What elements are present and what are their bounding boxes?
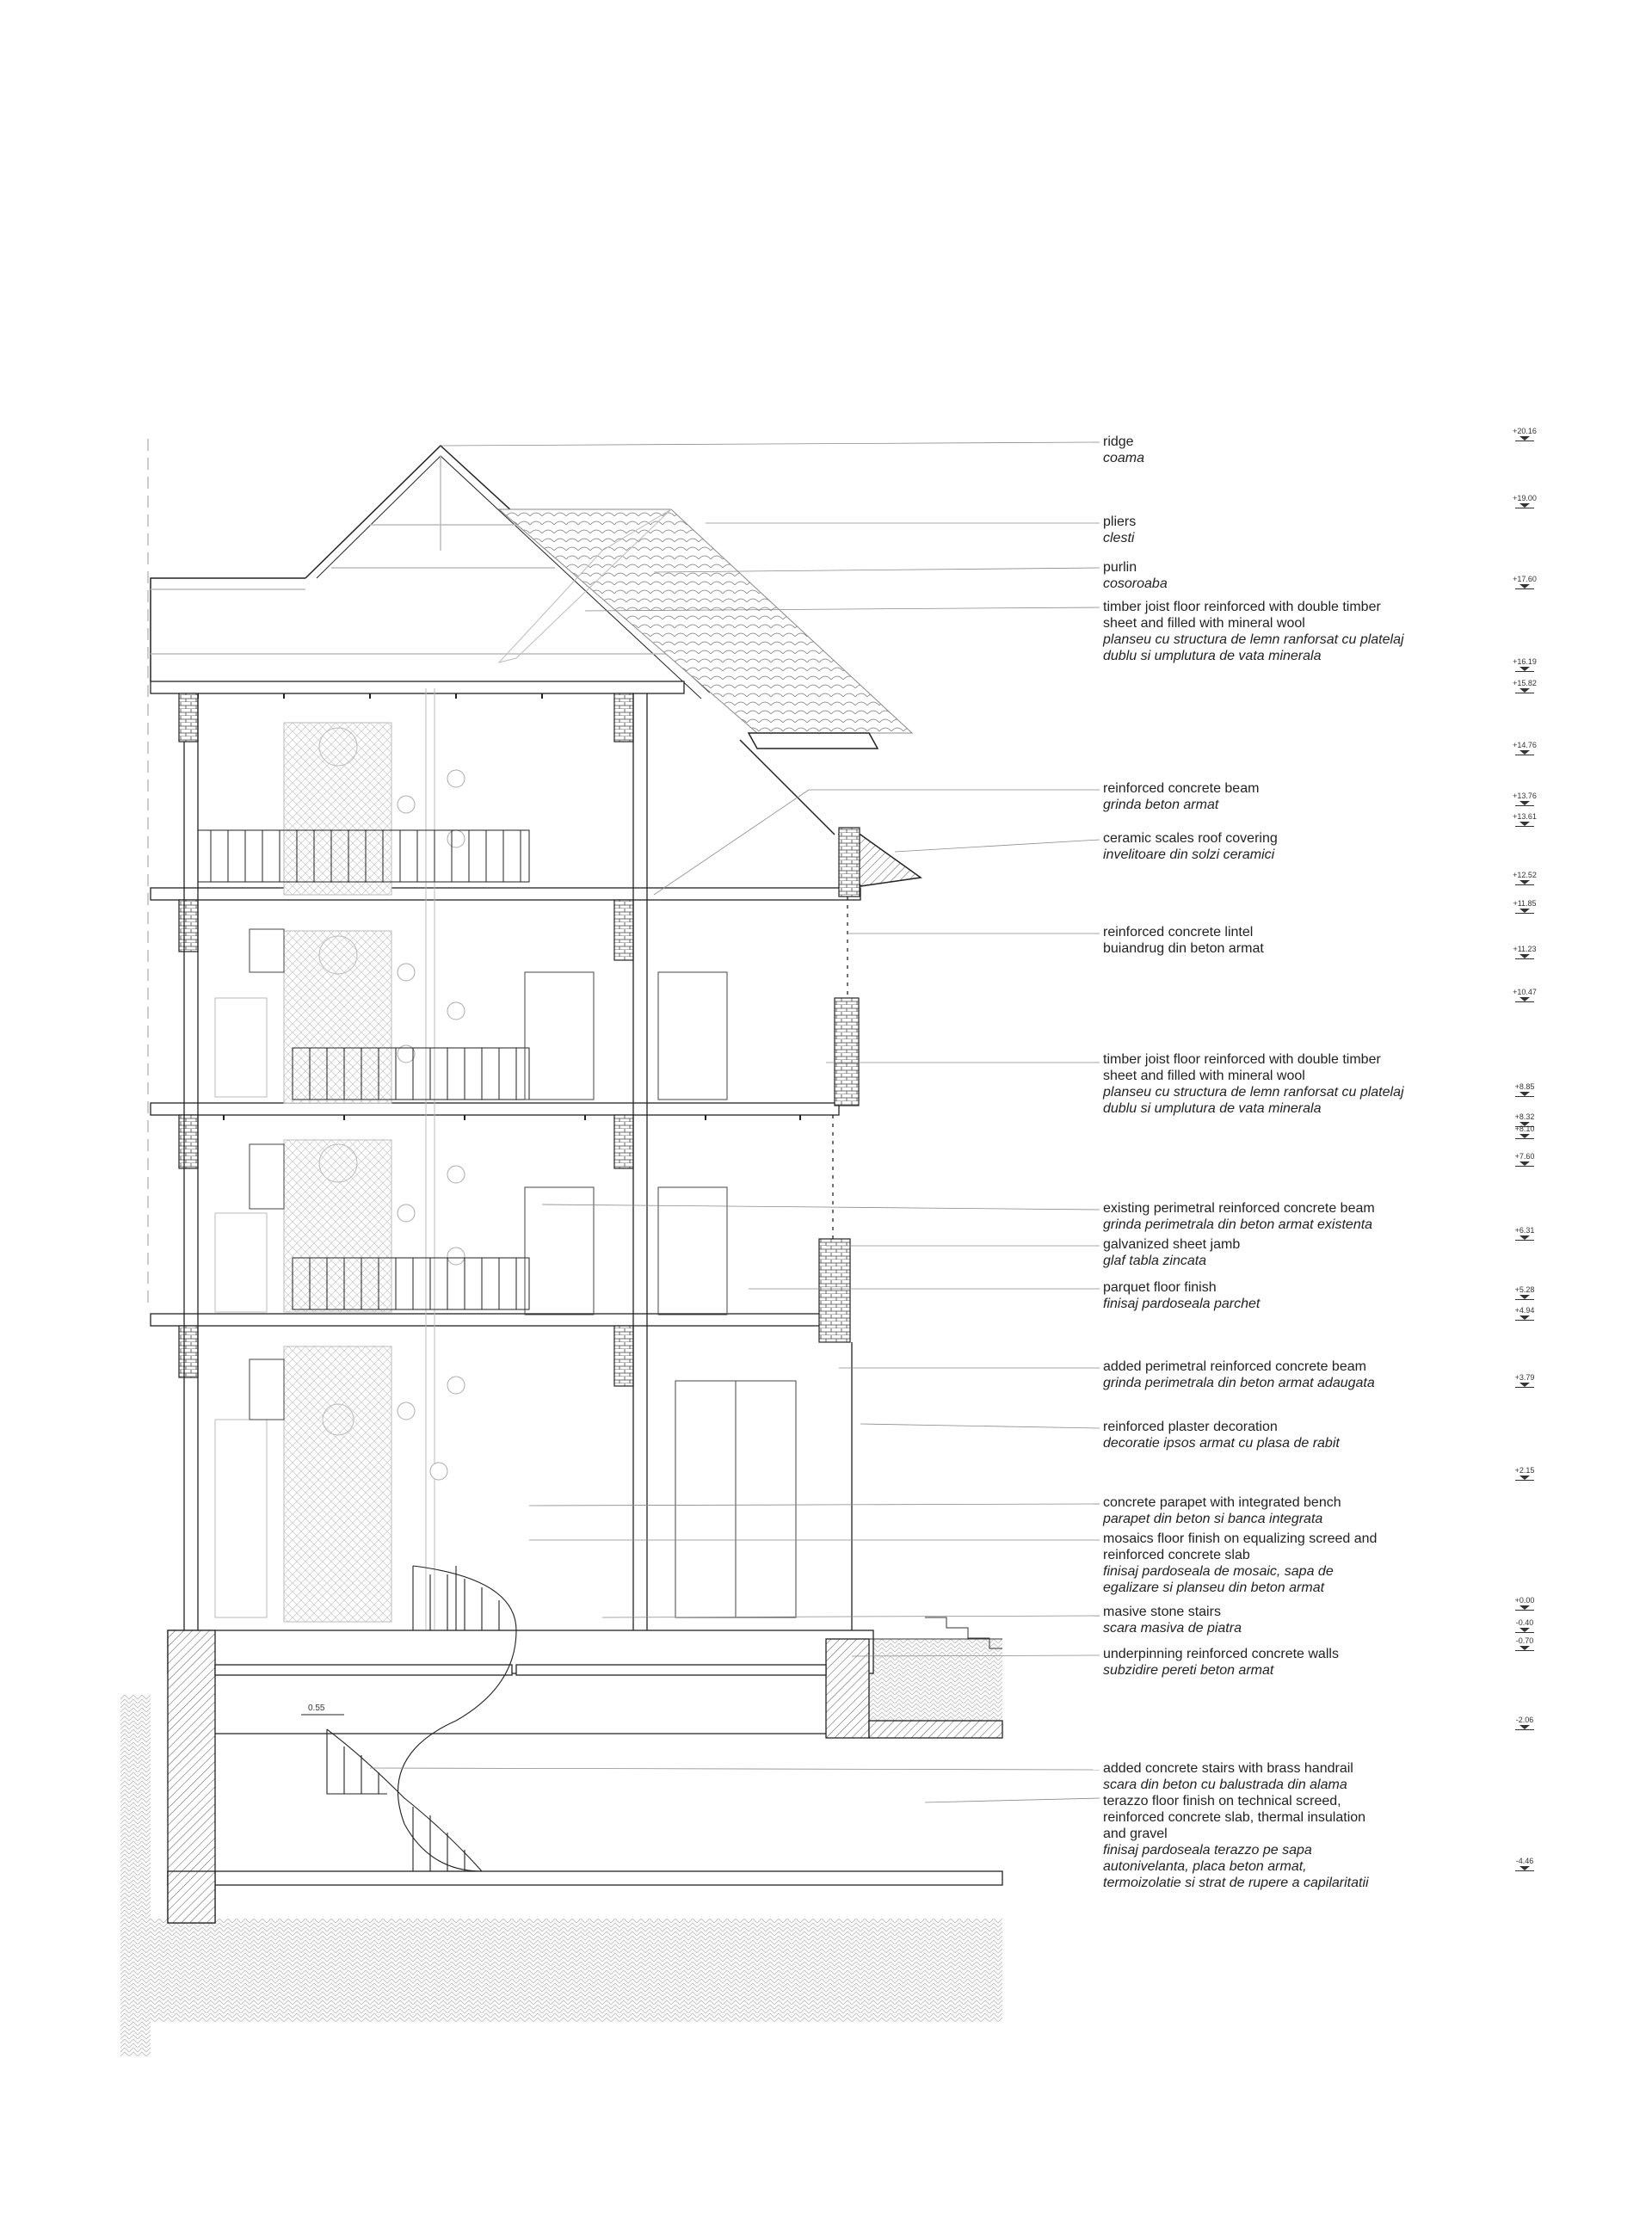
level-value: +13.76	[1513, 792, 1537, 800]
callout-ro: cosoroaba	[1103, 576, 1168, 591]
callout-plaster	[1103, 1419, 1447, 1451]
stair-hall-elevation	[215, 688, 435, 1630]
callout-en: masive stone stairs	[1103, 1605, 1221, 1619]
eaves-detail	[740, 733, 921, 886]
level-marker	[1507, 679, 1542, 693]
level-value: +6.31	[1514, 1226, 1535, 1235]
callout-en: terazzo floor finish on technical screed, reinforced concrete slab, thermal insulation and gravel	[1103, 1794, 1366, 1841]
callout-en: added concrete stairs with brass handrail	[1103, 1761, 1353, 1776]
ground-fill	[120, 1639, 1002, 2056]
callout-stone-stairs	[1103, 1604, 1447, 1636]
callout-ro: planseu cu structura de lemn ranforsat cu platelaj dublu si umplutura de vata minerala	[1103, 632, 1404, 663]
level-marker	[1507, 1466, 1542, 1481]
callout-en: ridge	[1103, 434, 1134, 449]
callout-en: mosaics floor finish on equalizing screed and reinforced concrete slab	[1103, 1531, 1378, 1562]
callout-concrete-beam	[1103, 780, 1447, 813]
callout-ro: scara din beton cu balustrada din alama	[1103, 1777, 1347, 1792]
callout-roof-covering	[1103, 830, 1447, 863]
callout-ro: grinda beton armat	[1103, 798, 1219, 812]
level-value: +19.00	[1513, 494, 1537, 502]
level-value: +14.76	[1513, 741, 1537, 749]
level-marker	[1507, 1285, 1542, 1300]
level-value: +2.15	[1514, 1466, 1535, 1475]
level-value: -0.40	[1515, 1618, 1534, 1627]
level-marker	[1507, 1373, 1542, 1388]
level-marker	[1507, 1306, 1542, 1321]
callout-en: reinforced plaster decoration	[1103, 1420, 1278, 1434]
dimension-label: 0.55	[308, 1704, 325, 1713]
callout-en: galvanized sheet jamb	[1103, 1237, 1241, 1252]
callout-ro: buiandrug din beton armat	[1103, 941, 1264, 956]
callout-timber-floor-lower	[1103, 1051, 1413, 1117]
callout-ro: scara masiva de piatra	[1103, 1621, 1242, 1636]
level-value: +0.00	[1514, 1596, 1535, 1605]
callout-ro: subzidire pereti beton armat	[1103, 1663, 1274, 1678]
callout-pliers	[1103, 514, 1447, 546]
level-marker	[1507, 812, 1542, 827]
callout-en: timber joist floor reinforced with double timber sheet and filled with mineral wool	[1103, 600, 1381, 631]
callout-en: parquet floor finish	[1103, 1280, 1217, 1295]
callout-ro: grinda perimetrala din beton armat adaugata	[1103, 1376, 1375, 1390]
callout-ro: clesti	[1103, 531, 1135, 545]
level-value: +15.82	[1513, 679, 1537, 687]
callout-en: existing perimetral reinforced concrete beam	[1103, 1201, 1375, 1216]
callout-ro: glaf tabla zincata	[1103, 1254, 1207, 1268]
level-value: +10.47	[1513, 988, 1537, 996]
callout-mosaics	[1103, 1531, 1387, 1596]
callout-en: ceramic scales roof covering	[1103, 831, 1278, 846]
callout-ro: invelitoare din solzi ceramici	[1103, 847, 1275, 862]
level-value: +20.16	[1513, 427, 1537, 435]
level-value: +11.85	[1513, 899, 1537, 908]
callout-existing-beam	[1103, 1200, 1447, 1233]
callout-parquet	[1103, 1279, 1447, 1312]
callout-en: timber joist floor reinforced with double timber sheet and filled with mineral wool	[1103, 1052, 1381, 1083]
callout-ridge	[1103, 434, 1447, 466]
level-value: +7.60	[1514, 1152, 1535, 1161]
callout-ro: finisaj pardoseala terazzo pe sapa autonivelanta, placa beton armat, termoizolatie si strat de rupere a capilaritatii	[1103, 1843, 1369, 1890]
callout-timber-floor-upper	[1103, 599, 1413, 664]
level-marker	[1507, 899, 1542, 914]
level-marker	[1507, 1716, 1542, 1730]
callout-en: added perimetral reinforced concrete beam	[1103, 1359, 1366, 1374]
callout-sheet-jamb	[1103, 1236, 1447, 1269]
level-value: +16.19	[1513, 657, 1537, 666]
callout-en: pliers	[1103, 514, 1137, 529]
level-marker	[1507, 427, 1542, 441]
level-marker	[1507, 792, 1542, 806]
level-value: +17.60	[1513, 575, 1537, 583]
level-value: +12.52	[1513, 871, 1537, 879]
callout-ro: finisaj pardoseala parchet	[1103, 1297, 1261, 1311]
roof-covering-scales	[499, 509, 912, 733]
brick-walls	[179, 693, 860, 1386]
level-value: +11.23	[1513, 945, 1537, 953]
level-value: +3.79	[1514, 1373, 1535, 1382]
level-value: +13.61	[1513, 812, 1537, 821]
callout-ro: coama	[1103, 451, 1145, 465]
level-marker	[1507, 741, 1542, 755]
level-value: -0.70	[1515, 1636, 1534, 1645]
callout-lintel	[1103, 924, 1447, 957]
level-value: +8.85	[1514, 1082, 1535, 1091]
callout-underpinning	[1103, 1646, 1447, 1679]
callout-ro: planseu cu structura de lemn ranforsat cu platelaj dublu si umplutura de vata minerala	[1103, 1085, 1404, 1116]
callout-ro: decoratie ipsos armat cu plasa de rabit	[1103, 1436, 1340, 1451]
callout-ro: finisaj pardoseala de mosaic, sapa de egalizare si planseu din beton armat	[1103, 1564, 1334, 1595]
level-value: -4.46	[1515, 1857, 1534, 1865]
level-marker	[1507, 988, 1542, 1002]
level-marker	[1507, 945, 1542, 959]
callout-en: purlin	[1103, 560, 1137, 575]
callout-parapet	[1103, 1494, 1447, 1527]
level-marker	[1507, 1226, 1542, 1241]
level-marker	[1507, 1618, 1542, 1633]
callout-added-stairs	[1103, 1760, 1447, 1793]
level-marker	[1507, 1152, 1542, 1167]
level-marker	[1507, 1082, 1542, 1097]
callout-ro: parapet din beton si banca integrata	[1103, 1512, 1323, 1526]
callout-en: reinforced concrete beam	[1103, 781, 1260, 796]
level-marker	[1507, 657, 1542, 672]
level-marker	[1507, 494, 1542, 508]
level-value: +8.10	[1514, 1124, 1535, 1133]
callout-en: reinforced concrete lintel	[1103, 925, 1254, 940]
level-marker	[1507, 1124, 1542, 1139]
level-marker	[1507, 1636, 1542, 1651]
callout-added-beam	[1103, 1359, 1447, 1391]
callout-en: concrete parapet with integrated bench	[1103, 1495, 1341, 1510]
callout-terazzo	[1103, 1793, 1387, 1891]
callout-purlin	[1103, 559, 1447, 592]
callout-ro: grinda perimetrala din beton armat existenta	[1103, 1217, 1373, 1232]
level-marker	[1507, 871, 1542, 885]
level-marker	[1507, 1596, 1542, 1611]
level-marker	[1507, 1857, 1542, 1871]
pendant-lamps	[398, 770, 465, 1480]
callout-en: underpinning reinforced concrete walls	[1103, 1647, 1339, 1661]
level-value: +8.32	[1514, 1112, 1535, 1121]
level-value: +4.94	[1514, 1306, 1535, 1315]
level-marker	[1507, 575, 1542, 589]
level-value: +5.28	[1514, 1285, 1535, 1294]
level-value: -2.06	[1515, 1716, 1534, 1724]
